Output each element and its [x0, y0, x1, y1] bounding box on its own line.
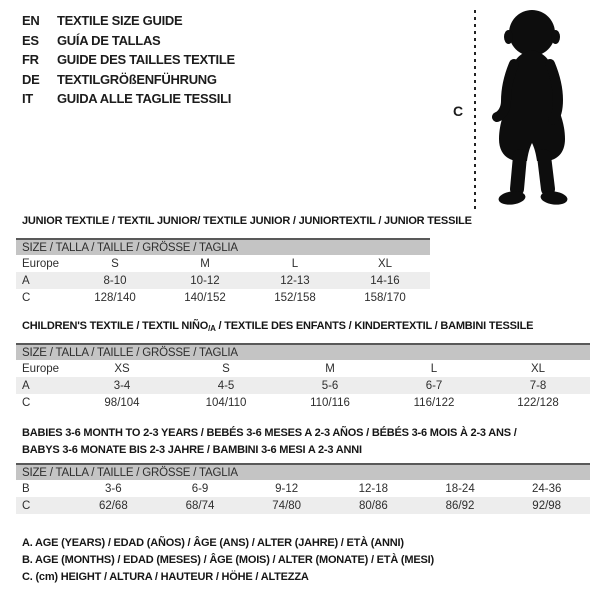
height-cell: 80/86 [358, 499, 388, 512]
age-cell: 10-12 [190, 274, 220, 287]
height-cell: 92/98 [532, 499, 562, 512]
age-cell: 12-18 [358, 482, 389, 495]
language-code: DE [22, 71, 40, 87]
size-cell: L [291, 257, 299, 270]
age-cell: 14-16 [370, 274, 400, 287]
height-cell: 158/170 [364, 291, 406, 304]
size-cell: XL [377, 257, 393, 270]
children-title-prefix: CHILDREN'S TEXTILE / TEXTIL NIÑO [22, 320, 209, 332]
legend-line-a: A. AGE (YEARS) / EDAD (AÑOS) / ÂGE (ANS) / ALTER (JAHRE) / ETÀ (ANNI) [22, 537, 404, 549]
baby-silhouette-icon [484, 6, 580, 208]
legend-line-c: C. (cm) HEIGHT / ALTURA / HAUTEUR / HÖHE / ALTEZZA [22, 570, 309, 583]
size-cell: S [111, 257, 119, 270]
age-cell: 18-24 [445, 482, 475, 495]
table-row [16, 480, 590, 497]
table-row [16, 377, 590, 394]
language-title-list [22, 11, 235, 109]
children-table-size-header: SIZE / TALLA / TAILLE / GRÖSSE / TAGLIA [16, 345, 590, 360]
height-cell: 116/122 [413, 396, 455, 409]
height-measure-line [474, 10, 476, 210]
table-row [16, 255, 430, 272]
language-row-de [22, 70, 235, 90]
measure-legend [22, 535, 434, 585]
row-label: Europe [22, 362, 60, 375]
height-cell: 128/140 [94, 291, 136, 304]
junior-section-title: JUNIOR TEXTILE / TEXTIL JUNIOR/ TEXTILE JUNIOR / JUNIORTEXTIL / JUNIOR TESSILE [22, 215, 472, 227]
language-label: GUIDA ALLE TAGLIE TESSILI [57, 91, 232, 107]
language-row-es [22, 31, 235, 51]
table-row [16, 360, 590, 377]
children-title-suffix: / TEXTILE DES ENFANTS / KINDERTEXTIL / BAMBINI TESSILE [215, 320, 534, 332]
height-cell: 122/128 [517, 396, 559, 409]
height-cell: 140/152 [184, 291, 226, 304]
row-label: Europe [22, 257, 60, 270]
language-row-it [22, 89, 235, 109]
size-cell: M [200, 257, 210, 270]
language-code: ES [22, 32, 39, 48]
row-label: C [22, 396, 31, 409]
legend-line-b: B. AGE (MONTHS) / EDAD (MESES) / ÂGE (MOIS) / ALTER (MONATE) / ETÀ (MESI) [22, 553, 434, 566]
row-label: C [22, 499, 31, 512]
junior-table-size-header: SIZE / TALLA / TAILLE / GRÖSSE / TAGLIA [16, 240, 430, 255]
table-row [16, 272, 430, 289]
height-cell: 104/110 [205, 396, 247, 409]
row-label: A [22, 274, 30, 287]
height-cell: 68/74 [185, 499, 215, 512]
age-cell: 7-8 [529, 379, 547, 392]
size-cell: XS [114, 362, 130, 375]
height-cell: 110/116 [310, 396, 350, 409]
language-row-en [22, 11, 235, 31]
language-label: GUÍA DE TALLAS [57, 32, 161, 48]
language-code: FR [22, 52, 39, 68]
language-label: TEXTILE SIZE GUIDE [57, 13, 183, 29]
age-cell: 12-13 [280, 274, 310, 287]
size-cell: M [325, 362, 335, 375]
children-section-title [22, 320, 533, 332]
height-cell: 98/104 [104, 396, 140, 409]
language-label: TEXTILGRÖßENFÜHRUNG [57, 71, 217, 87]
size-cell: XL [530, 362, 546, 375]
babies-table-size-header: SIZE / TALLA / TAILLE / GRÖSSE / TAGLIA [16, 465, 590, 480]
language-code: EN [22, 13, 40, 29]
table-row [16, 289, 430, 306]
baby-measure-figure [440, 4, 592, 216]
language-code: IT [22, 91, 33, 107]
age-cell: 9-12 [275, 482, 299, 495]
babies-title-line1: BABIES 3-6 MONTH TO 2-3 YEARS / BEBÉS 3-6 MESES A 2-3 AÑOS / BÉBÉS 3-6 MOIS À 2-3 ANS / [22, 427, 517, 439]
measure-c-label: C [453, 103, 464, 119]
children-size-table [16, 343, 590, 411]
height-cell: 74/80 [272, 499, 302, 512]
age-cell: 6-9 [191, 482, 209, 495]
age-cell: 8-10 [103, 274, 127, 287]
size-cell: S [222, 362, 230, 375]
row-label: A [22, 379, 30, 392]
row-label: B [22, 482, 30, 495]
age-cell: 5-6 [321, 379, 339, 392]
junior-size-table [16, 238, 430, 306]
babies-section-title [22, 425, 517, 459]
table-row [16, 497, 590, 514]
size-cell: L [430, 362, 438, 375]
age-cell: 3-6 [105, 482, 122, 495]
age-cell: 6-7 [425, 379, 443, 392]
age-cell: 3-4 [113, 379, 131, 392]
children-title-subscript: /A [208, 324, 216, 333]
language-label: GUIDE DES TAILLES TEXTILE [57, 52, 235, 68]
babies-title-line2: BABYS 3-6 MONATE BIS 2-3 JAHRE / BAMBINI 3-6 MESI A 2-3 ANNI [22, 444, 362, 456]
language-row-fr [22, 50, 235, 70]
height-cell: 62/68 [98, 499, 128, 512]
height-cell: 86/92 [445, 499, 475, 512]
babies-size-table [16, 463, 590, 514]
age-cell: 24-36 [531, 482, 562, 495]
age-cell: 4-5 [217, 379, 235, 392]
height-cell: 152/158 [274, 291, 316, 304]
table-row [16, 394, 590, 411]
row-label: C [22, 291, 31, 304]
